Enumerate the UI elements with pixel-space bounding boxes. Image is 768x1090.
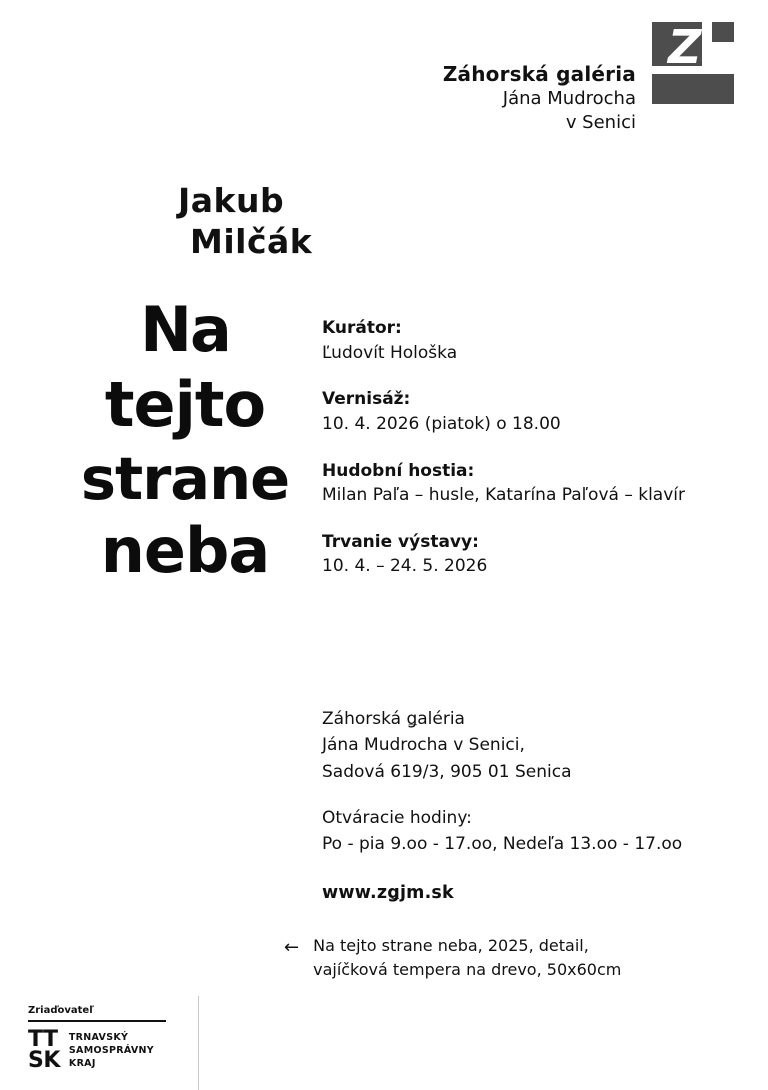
page-edge-rule: [198, 996, 199, 1090]
exhibition-title: [40, 293, 330, 596]
detail-duration-value: 10. 4. – 24. 5. 2026: [322, 556, 488, 577]
founder-name-line1: TRNAVSKÝ: [68, 1031, 129, 1043]
detail-opening-label: Vernisáž:: [322, 389, 411, 410]
detail-duration: [322, 530, 742, 579]
founder-label: Zriaďovateľ: [28, 1005, 95, 1017]
address-line1: Záhorská ǥaléria: [322, 709, 465, 729]
opening-hours-label: Otváracie hodiny:: [322, 808, 472, 829]
exhibition-title-line4: neba: [100, 514, 270, 588]
detail-duration-label: Trvanie výstavy:: [322, 531, 479, 552]
founder-block: [28, 1005, 198, 1072]
detail-curator-value: Ľudovít Hološka: [322, 342, 458, 363]
founder-name-line2: SAMOSPRÁVNY: [68, 1044, 154, 1056]
venue-info: [322, 706, 752, 907]
founder-name: [69, 1032, 154, 1070]
founder-abbreviation: [28, 1027, 60, 1074]
opening-hours-value: Po - pia 9.oo - 17.oo, Nedeľa 13.oo - 17.oo: [322, 834, 683, 855]
spacer: [322, 785, 752, 805]
artwork-caption-text: [313, 934, 621, 982]
artist-name: [178, 180, 312, 263]
detail-curator: [322, 316, 742, 365]
detail-music-guests-label: Hudobní hostia:: [322, 460, 475, 481]
artwork-caption-line1: Na tejto strane neba, 2025, detail,: [313, 936, 589, 955]
website-link[interactable]: www.zǥjm.sk: [322, 882, 454, 903]
exhibition-title-line3: strane: [80, 443, 290, 513]
founder-logo: [28, 1027, 198, 1074]
detail-music-guests: [322, 459, 742, 508]
artwork-caption: [284, 934, 744, 982]
founder-name-line3: KRAJ: [68, 1057, 96, 1069]
exhibition-title-line1: Na: [140, 293, 230, 366]
artwork-caption-line2: vajíčková tempera na drevo, 50x60cm: [313, 960, 622, 979]
detail-music-guests-value: Milan Paľa – husle, Katarína Paľová – klavír: [322, 485, 685, 506]
exhibition-details: [322, 316, 742, 601]
detail-opening: [322, 387, 742, 436]
founder-abbr-line2: SK: [28, 1048, 60, 1074]
gallery-logo: [443, 22, 734, 136]
artist-first-name: Jakub: [178, 181, 285, 220]
address-line2: Jána Mudrocha v Senici,: [322, 735, 525, 756]
founder-abbr-line1: TT: [28, 1027, 58, 1053]
detail-curator-label: Kurátor:: [322, 318, 402, 338]
gallery-logo-text: [443, 22, 636, 136]
gallery-name-line3: v Senici: [565, 112, 636, 134]
gallery-name-line1: Záhorská ǥaléria: [442, 62, 636, 86]
logo-letter-z: Z: [668, 20, 700, 74]
gallery-logo-mark-icon: [652, 22, 734, 104]
artist-last-name: Milčák: [190, 222, 313, 262]
founder-divider: [28, 1020, 166, 1022]
logo-shape-top-right: [712, 22, 734, 42]
logo-shape-bottom: [652, 74, 734, 104]
address-line3: Sadová 619/3, 905 01 Senica: [322, 761, 572, 782]
gallery-name-line2: Jána Mudrocha: [502, 88, 636, 109]
detail-opening-value: 10. 4. 2026 (piatok) o 18.00: [322, 413, 561, 434]
exhibition-title-line2: tejto: [104, 367, 266, 441]
arrow-left-icon: ←: [284, 937, 300, 958]
